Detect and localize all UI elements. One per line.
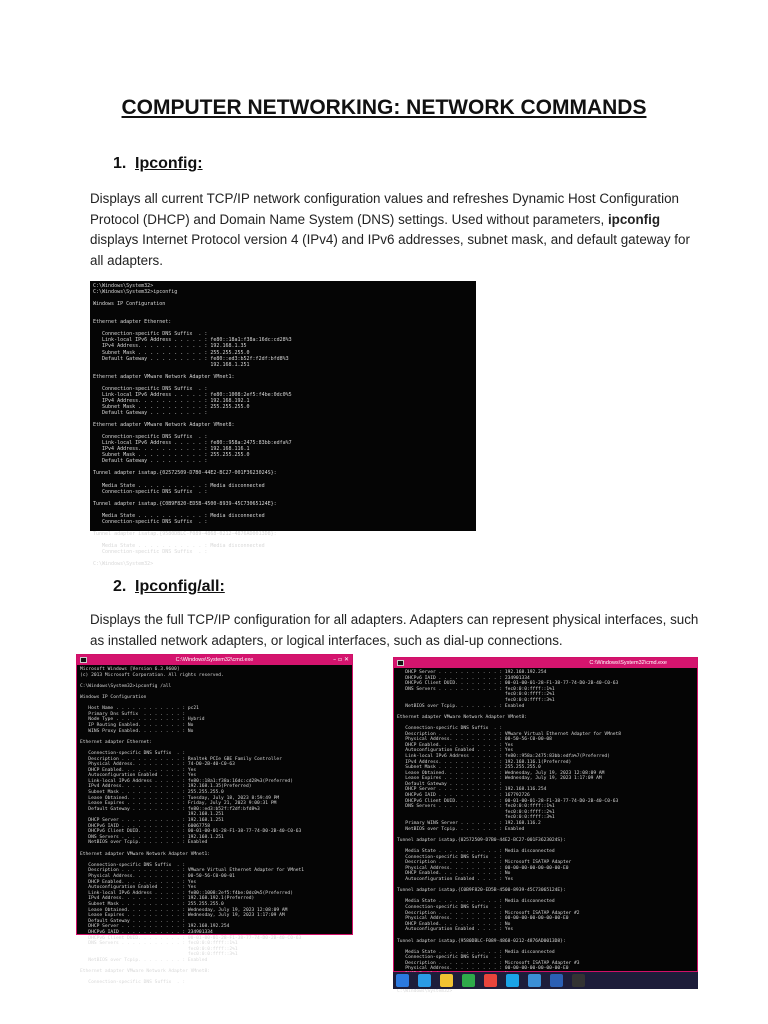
document-title: COMPUTER NETWORKING: NETWORK COMMANDS <box>121 96 647 119</box>
window-controls[interactable]: – ▫ ✕ <box>333 656 349 663</box>
cmd-window-right <box>393 657 698 994</box>
ipconfig-bold: ipconfig <box>607 211 661 227</box>
edge-icon[interactable] <box>506 974 519 987</box>
cmd-window-left-titlebar <box>77 655 352 665</box>
section-2-number: 2. <box>113 578 127 595</box>
section-1-paragraph: Displays all current TCP/IP network configuration values and refreshes Dynamic Host Configuration Protocol (DHCP) and Domain Name System (DNS) settings. Used without parameters, ipconfig displays Internet Protocol version 4 (IPv4) and IPv6 addresses, subnet mask, and default gateway for all adapters. <box>90 191 690 268</box>
cmd-window-right-titlebar <box>394 658 697 668</box>
network-app-icon[interactable] <box>528 974 541 987</box>
windows-start-icon[interactable] <box>396 974 409 987</box>
chrome-icon[interactable] <box>484 974 497 987</box>
section-2-paragraph: Displays the full TCP/IP configuration for all adapters. Adapters can represent physical interfaces, such as installed network adapters, or logical interfaces, such as dial-up connections. <box>90 612 699 648</box>
ipconfig-all-output-part1: Microsoft Windows [Version 6.3.9600] (c) 2013 Microsoft Corporation. All rights reserved. C:\Windows\System32>ipconfig /all Windows IP Configuration Host Name . . . . . . . . . . . . : pc21 Primary Dns Suffix . . . . . . . : Node Type . . . . . . . . . . . . : Hybrid IP Routing Enabled. . . . . . . . : No WINS Proxy Enabled. . . . . . . . : No Ethernet adapter Ethernet: Connection-specific DNS Suffix . : Description . . . . . . . . . . . : Realtek PCIe GBE Family Controller Physical Address. . . . . . . . . : 74-D0-2B-40-C0-63 DHCP Enabled. . . . . . . . . . . : Yes Autoconfiguration Enabled . . . . : Yes Link-local IPv6 Address . . . . . : fe80::18a1:f38a:16dc:cd28%3(Preferred) IPv4 Address. . . . . . . . . . . : 192.168.1.35(Preferred) Subnet Mask . . . . . . . . . . . : 255.255.255.0 Lease Obtained. . . . . . . . . . : Tuesday, July 18, 2023 8:59:49 PM Lease Expires . . . . . . . . . . : Friday, July 21, 2023 9:00:31 PM Default Gateway . . . . . . . . . : fe80::ed3:b52f:f2df:bfd8%3 192.168.1.251 DHCP Server . . . . . . . . . . . : 192.168.1.251 DHCPv6 IAID . . . . . . . . . . . : 60067758 DHCPv6 Client DUID. . . . . . . . : 00-01-00-01-28-F1-38-77-74-D0-2B-40-C0-63 DNS Servers . . . . . . . . . . . : 192.168.1.251 NetBIOS over Tcpip. . . . . . . . : Enabled Ethernet adapter VMware Network Adapter VMnet1: Connection-specific DNS Suffix . : Description . . . . . . . . . . . : VMware Virtual Ethernet Adapter for VMnet1 Physical Address. . . . . . . . . : 00-50-56-C0-00-01 DHCP Enabled. . . . . . . . . . . : Yes Autoconfiguration Enabled . . . . : Yes Link-local IPv6 Address . . . . . : fe80::1008:2ef5:f4be:0dc0%5(Preferred) IPv4 Address. . . . . . . . . . . : 192.168.192.1(Preferred) Subnet Mask . . . . . . . . . . . : 255.255.255.0 Lease Obtained. . . . . . . . . . : Wednesday, July 19, 2023 12:08:09 AM Lease Expires . . . . . . . . . . : Wednesday, July 19, 2023 1:17:09 AM Default Gateway . . . . . . . . . : DHCP Server . . . . . . . . . . . : 192.168.192.254 DHCPv6 IAID . . . . . . . . . . . : 234901334 DHCPv6 Client DUID. . . . . . . . : 00-01-00-01-28-F1-38-77-74-D0-2B-40-C0-63 DNS Servers . . . . . . . . . . . : fec0:0:0:ffff::1%1 fec0:0:0:ffff::2%1 fec0:0:0:ffff::3%1 NetBIOS over Tcpip. . . . . . . . : Enabled Ethernet adapter VMware Network Adapter VMnet8: Connection-specific DNS Suffix . : <box>80 667 305 986</box>
cmd-window-right-title: C:\Windows\System32\cmd.exe <box>589 660 667 666</box>
ipconfig-terminal-screenshot <box>90 281 476 568</box>
section-1-title: Ipconfig: <box>135 155 203 172</box>
cmd-taskbar-icon[interactable] <box>572 974 585 987</box>
internet-explorer-icon[interactable] <box>418 974 431 987</box>
windows-taskbar <box>393 972 698 989</box>
ipconfig-terminal-output: C:\Windows\System32> C:\Windows\System32>ipconfig Windows IP Configuration Ethernet adapter Ethernet: Connection-specific DNS Suffix . : Link-local IPv6 Address . . . . . : fe80::18a1:f38a:16dc:cd28%3 IPv4 Address. . . . . . . . . . . : 192.168.1.35 Subnet Mask . . . . . . . . . . . : 255.255.255.0 Default Gateway . . . . . . . . . : fe80::ed3:b52f:f2df:bfd8%3 192.168.1.251 Ethernet adapter VMware Network Adapter VMnet1: Connection-specific DNS Suffix . : Link-local IPv6 Address . . . . . : fe80::1008:2ef5:f4be:0dc0%5 IPv4 Address. . . . . . . . . . . : 192.168.192.1 Subnet Mask . . . . . . . . . . . : 255.255.255.0 Default Gateway . . . . . . . . . : Ethernet adapter VMware Network Adapter VMnet8: Connection-specific DNS Suffix . : Link-local IPv6 Address . . . . . : fe80::958a:2475:83bb:edfa%7 IPv4 Address. . . . . . . . . . . : 192.168.116.1 Subnet Mask . . . . . . . . . . . : 255.255.255.0 Default Gateway . . . . . . . . . : Tunnel adapter isatap.{02572509-D7B0-44E2-BC27-001F3623024S}: Media State . . . . . . . . . . . : Media disconnected Connection-specific DNS Suffix . : Tunnel adapter isatap.{C0B9F820-ED5B-4500-8939-45C73065124E}: Media State . . . . . . . . . . . : Media disconnected Connection-specific DNS Suffix . : Tunnel adapter isatap.{9580DBLC-F089-4868-0212-4876AD0013D8}: Media State . . . . . . . . . . . : Media disconnected Connection-specific DNS Suffix . : C:\Windows\System32> <box>93 283 292 568</box>
cmd-window-left-title: C:\Windows\System32\cmd.exe <box>175 657 254 663</box>
section-2-heading <box>113 578 225 596</box>
file-explorer-icon[interactable] <box>440 974 453 987</box>
section-2-title: Ipconfig/all: <box>135 578 225 595</box>
cmd-window-left <box>76 654 353 986</box>
section-1-number: 1. <box>113 155 127 172</box>
ipconfig-all-output-part2: DHCP Server . . . . . . . . . . . : 192.168.192.254 DHCPv6 IAID . . . . . . . . . . . : 234901334 DHCPv6 Client DUID. . . . . . . . : 00-01-00-01-28-F1-38-77-74-D0-2B-40-C0-63 DNS Servers . . . . . . . . . . . : fec0:0:0:ffff::1%1 fec0:0:0:ffff::2%1 fec0:0:0:ffff::3%1 NetBIOS over Tcpip. . . . . . . . : Enabled Ethernet adapter VMware Network Adapter VMnet8: Connection-specific DNS Suffix . : Description . . . . . . . . . . . : VMware Virtual Ethernet Adapter for VMnet8 Physical Address. . . . . . . . . : 00-50-56-C0-00-08 DHCP Enabled. . . . . . . . . . . : Yes Autoconfiguration Enabled . . . . : Yes Link-local IPv6 Address . . . . . : fe80::958a:2475:83bb:edfa%7(Preferred) IPv4 Address. . . . . . . . . . . : 192.168.116.1(Preferred) Subnet Mask . . . . . . . . . . . : 255.255.255.0 Lease Obtained. . . . . . . . . . : Wednesday, July 19, 2023 12:08:09 AM Lease Expires . . . . . . . . . . : Wednesday, July 19, 2023 1:17:09 AM Default Gateway . . . . . . . . . : DHCP Server . . . . . . . . . . . : 192.168.116.254 DHCPv6 IAID . . . . . . . . . . . : 167792726 DHCPv6 Client DUID. . . . . . . . : 00-01-00-01-28-F1-38-77-74-D0-2B-40-C0-63 DNS Servers . . . . . . . . . . . : fec0:0:0:ffff::1%1 fec0:0:0:ffff::2%1 fec0:0:0:ffff::3%1 Primary WINS Server . . . . . . . : 192.168.116.2 NetBIOS over Tcpip. . . . . . . . : Enabled Tunnel adapter isatap.{02572509-D7B0-44E2-BC27-001F3623024S}: Media State . . . . . . . . . . . : Media disconnected Connection-specific DNS Suffix . : Description . . . . . . . . . . . : Microsoft ISATAP Adapter Physical Address. . . . . . . . . : 00-00-00-00-00-00-00-E0 DHCP Enabled. . . . . . . . . . . : No Autoconfiguration Enabled . . . . : Yes Tunnel adapter isatap.{C0B9F820-ED5B-4500-8939-45C73065124E}: Media State . . . . . . . . . . . : Media disconnected Connection-specific DNS Suffix . : Description . . . . . . . . . . . : Microsoft ISATAP Adapter #2 Physical Address. . . . . . . . . : 00-00-00-00-00-00-00-E0 DHCP Enabled. . . . . . . . . . . : No Autoconfiguration Enabled . . . . : Yes Tunnel adapter isatap.{9580DBLC-F089-4868-0212-4876AD0013D8}: Media State . . . . . . . . . . . : Media disconnected Connection-specific DNS Suffix . : Description . . . . . . . . . . . : Microsoft ISATAP Adapter #3 Physical Address. . . . . . . . . : 00-00-00-00-00-00-00-E0 C:\Windows\System32> <box>397 670 622 994</box>
word-icon[interactable] <box>550 974 563 987</box>
store-icon[interactable] <box>462 974 475 987</box>
section-1-heading <box>113 155 203 173</box>
